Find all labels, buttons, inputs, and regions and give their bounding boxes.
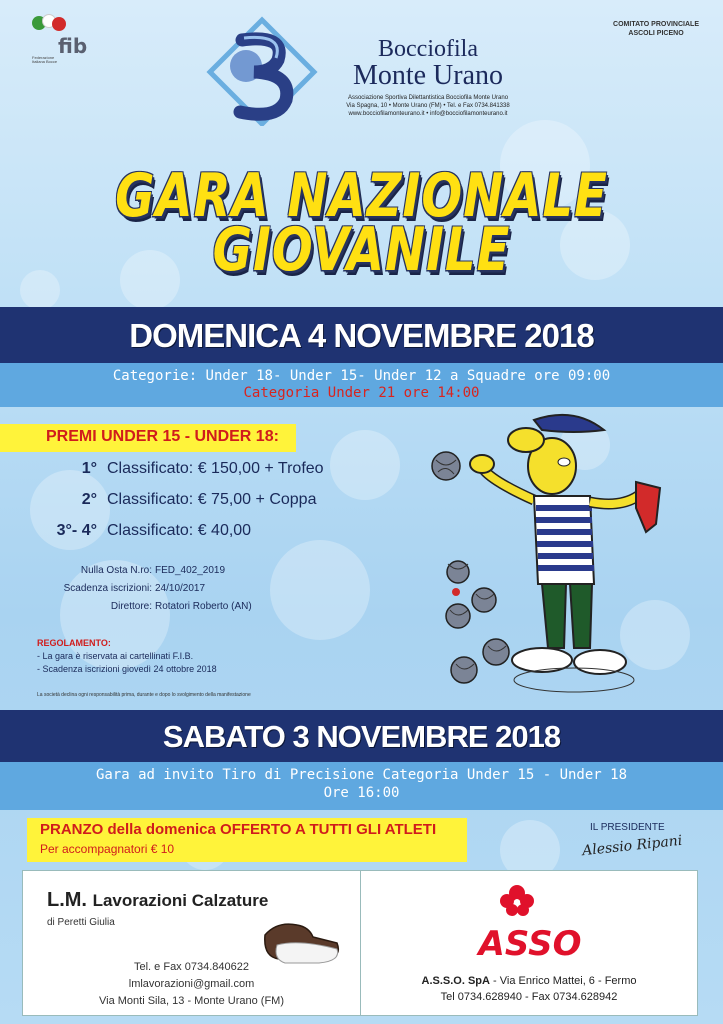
president-label: IL PRESIDENTE [590,822,665,833]
club-info-line1: Associazione Sportiva Dilettantistica Bocciofila Monte Urano [347,95,509,101]
sunday-category-21: Categoria Under 21 ore 14:00 [243,385,480,401]
lunch-offer: PRANZO della domenica OFFERTO A TUTTI GLI ATLETI [40,821,437,838]
committee-line1: COMITATO PROVINCIALE [613,21,699,28]
fib-logo-sub: Federazione Italiana Bocce [32,55,58,64]
saturday-info-strip [0,762,723,810]
disclaimer-text: La società declina ogni responsabilità prima, durante e dopo lo svolgimento della manifestazione [37,692,251,698]
sponsor-asso [360,871,697,1015]
asso-logo-text: ASSO [478,924,582,964]
club-info-line3: www.bocciofilamonteurano.it • info@bocciofilamonteurano.it [348,111,508,117]
rules-heading: REGOLAMENTO: [37,638,111,648]
club-name-line2: Monte Urano [352,60,504,91]
meta-row-direttore [0,601,252,612]
meta-value: FED_402_2019 [155,565,226,576]
lm-email: lmlavorazioni@gmail.com [128,978,255,990]
prize-position: 2° [81,491,97,508]
meta-row-scadenza [0,583,205,594]
asso-details [361,973,697,1005]
president-signature: Alessio Ripani [581,832,683,860]
lm-phone: Tel. e Fax 0734.840622 [134,961,249,973]
prize-text: Classificato: € 75,00 + Coppa [107,491,317,508]
rules-block [37,637,217,676]
club-header [318,36,538,118]
lm-title-rest: Lavorazioni Calzature [92,891,269,910]
meta-row-nulla-osta [0,565,225,576]
prize-row [40,491,316,509]
lm-contact [23,959,360,1010]
club-info-line2: Via Spagna, 10 • Monte Urano (FM) • Tel. e Fax 0734.841338 [346,103,510,109]
fib-dots-icon [30,14,70,36]
bocce-player-illustration [424,412,684,712]
prize-title: PREMI UNDER 15 - UNDER 18: [46,428,279,445]
club-emblem-icon [206,16,318,126]
asso-address: - Via Enrico Mattei, 6 - Fermo [493,975,637,987]
asso-phones: Tel 0734.628940 - Fax 0734.628942 [440,991,618,1003]
lm-title [47,889,268,912]
prize-text: Classificato: € 150,00 + Trofeo [107,460,324,477]
meta-label: Scadenza iscrizioni: [63,583,152,594]
sponsor-box [22,870,698,1016]
saturday-info-line1: Gara ad invito Tiro di Precisione Categoria Under 15 - Under 18 [95,767,627,783]
sponsor-lm [23,871,360,1015]
event-title-line1: GARA NAZIONALE [115,161,608,231]
rules-item: - La gara è riservata ai cartellinati F.I.B. [37,651,194,661]
lm-title-bold: L.M. [47,889,87,911]
saturday-info-line2: Ore 16:00 [323,785,400,801]
saturday-date-banner: SABATO 3 NOVEMBRE 2018 [0,710,723,762]
lm-sub: di Peretti Giulia [47,917,115,928]
meta-value: 24/10/2017 [155,583,206,594]
sunday-date-banner: DOMENICA 4 NOVEMBRE 2018 [0,307,723,363]
prize-text: Classificato: € 40,00 [107,522,252,539]
sunday-categories-strip [0,363,723,407]
fib-logo-text: fib [58,34,88,58]
event-title-line2: GIOVANILE [212,215,511,285]
sunday-categories: Categorie: Under 18- Under 15- Under 12 a Squadre ore 09:00 [112,368,611,384]
asso-company: A.S.S.O. SpA [421,975,490,987]
prize-row [40,522,251,540]
fib-logo [30,14,92,64]
prize-position: 3°- 4° [56,522,97,539]
meta-value: Rotatori Roberto (AN) [155,601,252,612]
lm-address: Via Monti Sila, 13 - Monte Urano (FM) [98,995,285,1007]
prize-row [40,460,324,478]
prize-position: 1° [81,460,97,477]
lunch-companions: Per accompagnatori € 10 [40,842,175,856]
club-name-line1: Bocciofila [378,36,478,62]
rules-item: - Scadenza iscrizioni giovedì 24 ottobre 2018 [37,664,217,674]
asso-logo [465,883,595,965]
meta-label: Direttore: [110,601,152,612]
committee-label [613,20,699,38]
meta-label: Nulla Osta N.ro: [80,565,152,576]
committee-line2: ASCOLI PICENO [628,30,684,37]
